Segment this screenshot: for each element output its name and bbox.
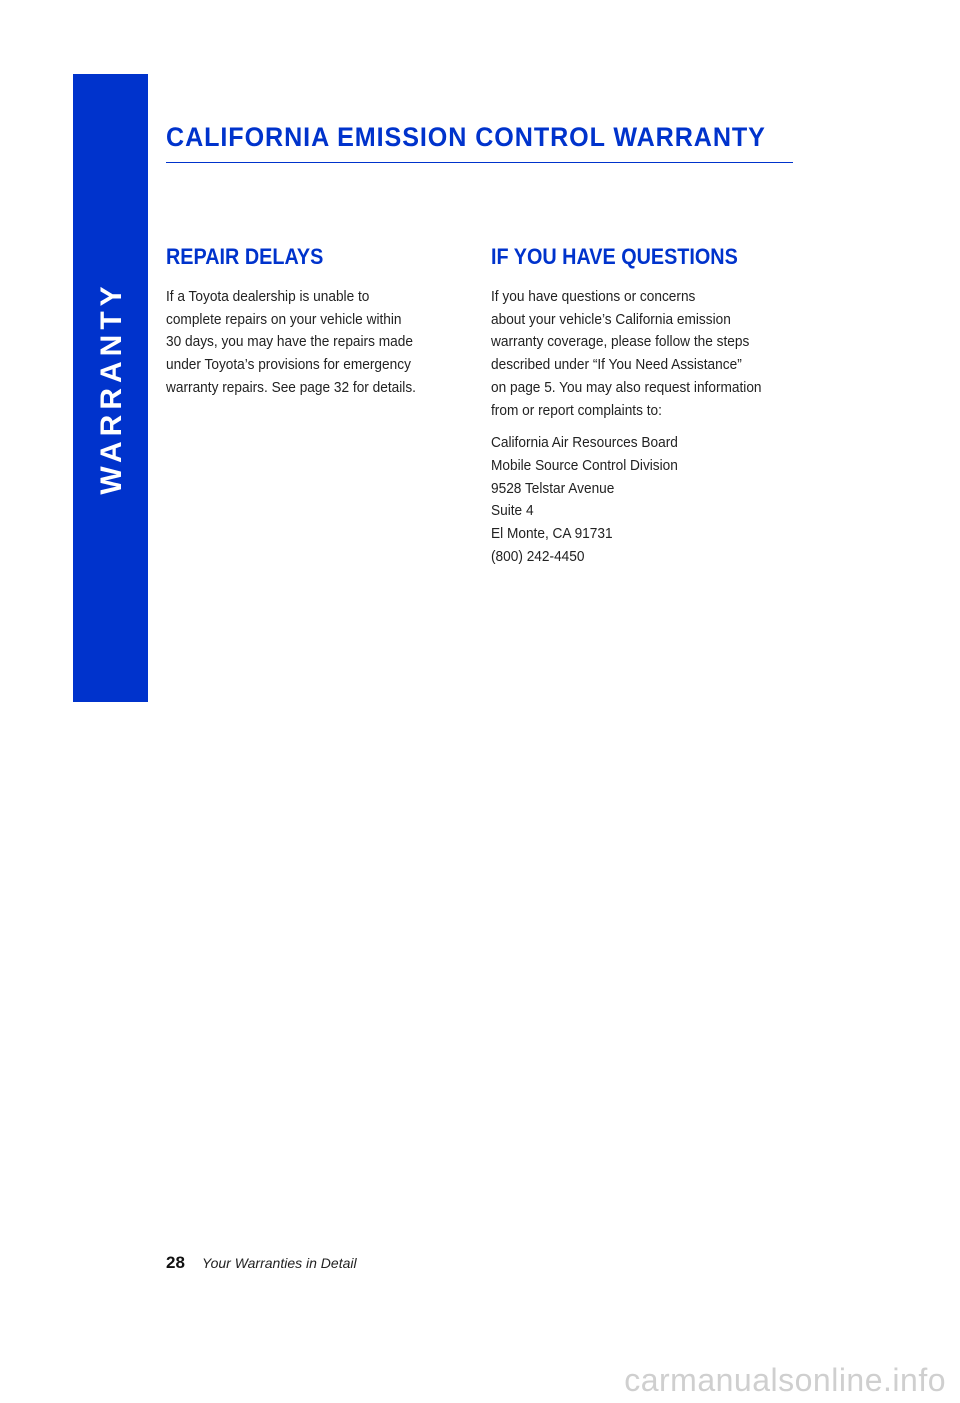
questions-text — [491, 286, 791, 422]
repair-delays-heading: REPAIR DELAYS — [166, 244, 324, 269]
questions-heading: IF YOU HAVE QUESTIONS — [491, 244, 738, 269]
footer-section-label: Your Warranties in Detail — [202, 1255, 357, 1271]
watermark: carmanualsonline.info — [624, 1362, 946, 1398]
repair-delays-section — [166, 244, 456, 400]
text-line: on page 5. You may also request information — [491, 378, 762, 396]
side-tab-label: WARRANTY — [95, 281, 128, 495]
address-line: California Air Resources Board — [491, 434, 678, 452]
phone-number: (800) 242-4450 — [491, 547, 585, 565]
text-line: described under “If You Need Assistance” — [491, 356, 742, 374]
questions-section — [491, 244, 791, 568]
address-line: 9528 Telstar Avenue — [491, 479, 615, 497]
title-divider — [166, 162, 793, 163]
repair-delays-text — [166, 286, 456, 400]
carb-address — [491, 432, 791, 568]
text-line: complete repairs on your vehicle within — [166, 310, 402, 328]
text-line: 30 days, you may have the repairs made — [166, 333, 413, 351]
text-line: under Toyota’s provisions for emergency — [166, 356, 411, 374]
address-line: Suite 4 — [491, 502, 534, 520]
address-line: El Monte, CA 91731 — [491, 525, 613, 543]
text-line: warranty coverage, please follow the steps — [491, 333, 750, 351]
address-line: Mobile Source Control Division — [491, 456, 678, 474]
text-line: If a Toyota dealership is unable to — [166, 288, 370, 305]
page-number: 28 — [166, 1253, 185, 1272]
page-title: CALIFORNIA EMISSION CONTROL WARRANTY — [166, 122, 766, 152]
text-line: about your vehicle’s California emission — [491, 310, 731, 328]
text-line: If you have questions or concerns — [491, 288, 696, 305]
text-line: from or report complaints to: — [491, 401, 662, 419]
text-line: warranty repairs. See page 32 for details. — [166, 378, 416, 396]
